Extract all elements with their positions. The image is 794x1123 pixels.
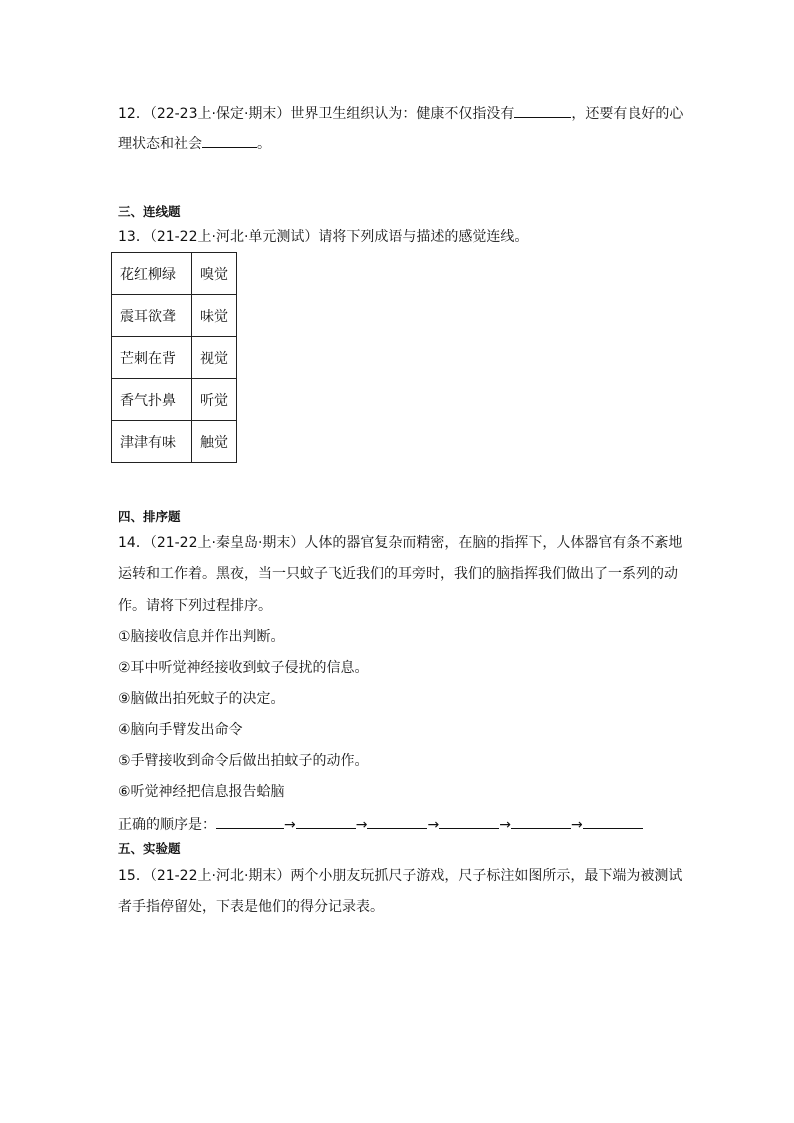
section-3-heading: 三、连线题: [118, 204, 181, 219]
answer-blank-5[interactable]: [511, 815, 571, 829]
section-5-heading: 五、实验题: [118, 841, 181, 856]
q14-answer-line: [118, 815, 643, 834]
answer-blank-3[interactable]: [367, 815, 427, 829]
idiom-cell[interactable]: 花红柳绿: [112, 253, 192, 295]
answer-blank-1[interactable]: [216, 815, 284, 829]
arrow: →: [570, 817, 583, 833]
q12-text-a: 12．（22-23上·保定·期末）世界卫生组织认为：健康不仅指没有: [118, 106, 515, 122]
answer-blank-2[interactable]: [296, 815, 356, 829]
sense-cell[interactable]: 视觉: [192, 337, 237, 379]
arrow: →: [355, 817, 368, 833]
q12-text-c: 理状态和社会: [118, 136, 202, 152]
table-row: [112, 295, 237, 337]
sense-cell[interactable]: 嗅觉: [192, 253, 237, 295]
table-row: [112, 421, 237, 463]
matching-table: [111, 252, 237, 463]
q14-step-3: ⑨脑做出拍死蚊子的决定。: [118, 691, 285, 707]
table-row: [112, 337, 237, 379]
idiom-cell[interactable]: 津津有味: [112, 421, 192, 463]
q14-step-4: ④脑向手臂发出命令: [118, 722, 243, 738]
answer-blank-6[interactable]: [583, 815, 643, 829]
q14-step-5: ⑤手臂接收到命令后做出拍蚊子的动作。: [118, 753, 369, 769]
q12-line-1: [118, 104, 683, 123]
idiom-cell[interactable]: 香气扑鼻: [112, 379, 192, 421]
table-row: [112, 379, 237, 421]
q13-prompt: 13．（21-22上·河北·单元测试）请将下列成语与描述的感觉连线。: [118, 229, 529, 245]
q14-line-2: 运转和工作着。黑夜，当一只蚊子飞近我们的耳旁时，我们的脑指挥我们做出了一系列的动: [118, 566, 678, 582]
section-4-heading: 四、排序题: [118, 509, 181, 524]
q12-blank-1[interactable]: [514, 104, 571, 118]
table-row: [112, 253, 237, 295]
sense-cell[interactable]: 听觉: [192, 379, 237, 421]
q14-step-6: ⑥听觉神经把信息报告蛤脑: [118, 784, 285, 800]
q15-line-1: 15．（21-22上·河北·期末）两个小朋友玩抓尺子游戏，尺子标注如图所示，最下端为被测试: [118, 868, 683, 884]
q14-step-1: ①脑接收信息并作出判断。: [118, 629, 285, 645]
q12-line-2: [118, 134, 271, 153]
sense-cell[interactable]: 味觉: [192, 295, 237, 337]
idiom-cell[interactable]: 芒刺在背: [112, 337, 192, 379]
idiom-cell[interactable]: 震耳欲聋: [112, 295, 192, 337]
q15-line-2: 者手指停留处，下表是他们的得分记录表。: [118, 899, 384, 915]
answer-blank-4[interactable]: [439, 815, 499, 829]
arrow: →: [427, 817, 440, 833]
arrow: →: [284, 817, 296, 833]
sense-cell[interactable]: 触觉: [192, 421, 237, 463]
q14-line-1: 14．（21-22上·秦皇岛·期末）人体的器官复杂而精密，在脑的指挥下，人体器官有条不紊地: [118, 535, 683, 551]
q12-text-d: 。: [257, 136, 271, 152]
q14-step-2: ②耳中听觉神经接收到蚊子侵扰的信息。: [118, 660, 369, 676]
q12-blank-2[interactable]: [202, 134, 257, 148]
q14-line-3: 作。请将下列过程排序。: [118, 598, 272, 614]
answer-label: 正确的顺序是：: [118, 817, 216, 833]
q12-text-b: ，还要有良好的心: [571, 106, 684, 122]
arrow: →: [499, 817, 511, 833]
